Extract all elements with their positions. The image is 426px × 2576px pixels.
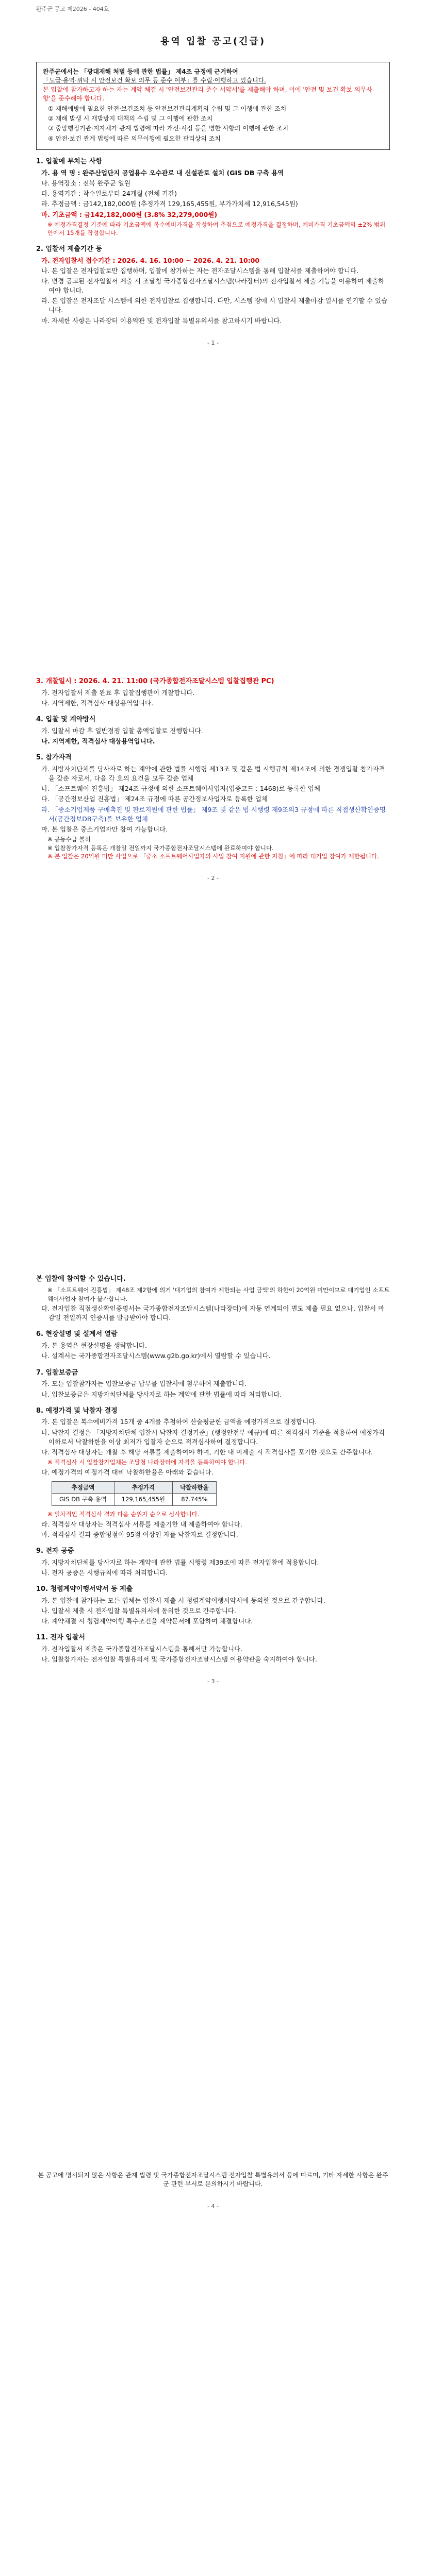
- list-item: 나. 용역장소 : 전북 완주군 일원: [41, 179, 130, 188]
- section-heading: 7. 입찰보증금: [36, 1368, 78, 1377]
- price-table: [52, 1481, 217, 1506]
- list-item: 마. 적격심사 결과 종합평점이 95점 이상인 자를 낙찰자로 결정합니다.: [41, 1530, 238, 1538]
- list-item: 마. 자세한 사항은 나라장터 이용약관 및 전자입찰 특별유의서를 참고하시기 바랍니다.: [41, 316, 282, 325]
- page-title: 용역 입찰 공고(긴급): [160, 36, 266, 47]
- list-item: 나. 지역제한, 적격심사 대상용역입니다.: [41, 699, 154, 707]
- note: ※ 적격심사 시 입찰참가업체는 조달청 나라장터에 자격을 등록하여야 합니다.: [47, 1458, 247, 1466]
- page-number: - 2 -: [207, 874, 219, 882]
- page-number: - 1 -: [207, 339, 219, 346]
- page-4: [0, 2164, 426, 2211]
- note: ※ 입찰참가자격 등록은 개찰일 전일까지 국가종합전자조달시스템에 완료하여야 합니다.: [47, 844, 274, 852]
- section-heading: 2. 입찰서 제출기간 등: [36, 245, 103, 253]
- section-heading: 4. 입찰 및 계약방식: [36, 716, 96, 724]
- section-heading: 1. 입찰에 부치는 사항: [36, 158, 103, 166]
- duty-item: ② 재해 발생 시 재발방지 대책의 수립 및 그 이행에 관한 조치: [48, 114, 213, 122]
- intro-line-1: 완주군에서는 「광대재해 처벌 등에 관한 법률」 제4조 규정에 근거하여: [43, 68, 238, 76]
- list-item: 가. 용 역 명 : 완주산업단지 공업용수 오수관로 내 신설관로 설치 (GIS DB 구축 용역: [41, 169, 284, 177]
- list-item: 다. 계약체결 시 청렴계약이행 특수조건을 계약문서에 포함하여 체결합니다.: [41, 1617, 253, 1625]
- list-item: 가. 지방자치단체를 당사자로 하는 계약에 관한 법률 시행령 제13조 및 같은 법 시행규칙 제14조에 의한 경쟁입찰 참가자격을 갖춘 자로서, 다음 각 호의 요건을 모두 갖춘 업체: [41, 765, 385, 783]
- intro-line-3: 본 입찰에 참가하고자 하는 자는 계약 체결 시 '안전보건관리 준수 서약서'를 제출해야 하며, 이에 '안전 및 보건 확보 의무사항'을 준수해야 합니다.: [43, 86, 372, 103]
- list-item: 나. 전자 공증은 시행규칙에 따라 처리합니다.: [41, 1569, 168, 1577]
- table-header-cell: 낙찰하한율: [173, 1481, 217, 1494]
- list-item: 가. 전자입찰서 제출 완료 후 입찰집행관이 개찰합니다.: [41, 688, 195, 697]
- page-number: - 4 -: [207, 2202, 219, 2210]
- list-item: 나. 입찰참가자는 전자입찰 특별유의서 및 국가종합전자조달시스템 이용약관을 숙지하여야 합니다.: [41, 1655, 317, 1664]
- note: ※ 예정가격결정 기준에 따라 기초금액에 복수예비가격을 작성하여 추첨으로 예정가격을 결정하며, 예비가격 기초금액의 ±2% 범위 안에서 15개를 작성합니다.: [47, 221, 386, 237]
- section-heading: 6. 현장설명 및 설계서 열람: [36, 1330, 118, 1338]
- table-header-cell: 추정금액: [52, 1481, 114, 1494]
- duty-item: ④ 안전·보건 관계 법령에 따른 의무이행에 필요한 관리상의 조치: [48, 134, 221, 142]
- section-heading: 8. 예정가격 및 낙찰자 결정: [36, 1406, 118, 1415]
- table-cell: GIS DB 구축 용역: [52, 1494, 114, 1506]
- list-item: 라. 본 입찰은 전자조달 시스템에 의한 전자입찰로 집행합니다. 다만, 시스템 장애 시 입찰서 제출마감 일시를 연기할 수 있습니다.: [41, 297, 388, 314]
- intro-line-2: 「도급·용역·위탁 시 안전보건 확보 의무 등 준수 여부」를 수립·이행하고 있습니다.: [43, 77, 266, 84]
- section-heading: 9. 전자 공증: [36, 1547, 74, 1555]
- list-item: 나. 「소프트웨어 진흥법」 제24조 규정에 의한 소프트웨어사업자(업종코드 : 1468)로 등록한 업체: [41, 785, 320, 793]
- note: ※ 본 입찰은 20억원 미만 사업으로 「중소 소프트웨어사업자의 사업 참여 지원에 관한 지침」에 따라 대기업 참여가 제한됩니다.: [47, 853, 379, 860]
- section-heading: 5. 참가자격: [36, 754, 72, 762]
- table-cell: 129,165,455원: [114, 1494, 172, 1506]
- page-number: - 3 -: [207, 1678, 219, 1685]
- list-item: 나. 낙찰자 결정은 「지방자치단체 입찰시 낙찰자 결정기준」(행정안전부 예규)에 따른 적격심사 기준을 적용하여 예정가격 이하로서 낙찰하한율 이상 최저가 입찰자 순으로 적격심사하여 결정합니다.: [41, 1428, 385, 1446]
- list-item: 가. 전자입찰서 접수기간 : 2026. 4. 16. 10:00 ~ 2026. 4. 21. 10:00: [41, 256, 260, 264]
- table-cell: 87.745%: [173, 1494, 217, 1506]
- table-header-cell: 추정가격: [114, 1481, 172, 1494]
- list-item: 마. 기초금액 : 금142,182,000원 (3.8% 32,279,000원): [41, 210, 218, 218]
- table-row: [52, 1494, 217, 1506]
- list-item: 나. 본 입찰은 전자입찰로만 집행하며, 입찰에 참가하는 자는 전자조달시스템을 통해 입찰서를 제출하여야 합니다.: [41, 266, 359, 275]
- list-item: 가. 지방자치단체를 당사자로 하는 계약에 관한 법률 시행령 제39조에 따른 전자입찰에 적용합니다.: [41, 1558, 319, 1566]
- duty-item: ③ 중앙행정기관·지자체가 관계 법령에 따라 개선·시정 등을 명한 사항의 이행에 관한 조치: [48, 125, 289, 132]
- list-item: 가. 본 용역은 현장설명을 생략합니다.: [41, 1342, 147, 1350]
- table-header-row: [52, 1481, 217, 1494]
- list-item: 다. 예정가격의 예정가격 대비 낙찰하한율은 아래와 같습니다.: [41, 1468, 214, 1476]
- note: ※ 「소프트웨어 진흥법」 제48조 제2항에 의거 '대기업의 참여가 제한되는 사업 금액'의 하한이 20억원 미만이므로 대기업인 소프트웨어사업자 참여가 불가합니다.: [47, 1286, 390, 1302]
- list-item: 다. 변경 공고된 전자입찰서 제출 시 조달청 국가종합전자조달시스템(나라장터)의 전자입찰서 제출 기능을 이용하여 제출하여야 합니다.: [41, 277, 385, 295]
- list-item: 가. 본 입찰에 참가하는 모든 업체는 입찰서 제출 시 청렴계약이행서약서에 동의한 것으로 간주합니다.: [41, 1596, 325, 1604]
- notice-line: 본 입찰에 참여할 수 있습니다.: [36, 1275, 126, 1283]
- page-3: [0, 1267, 426, 1686]
- list-item: 마. 본 입찰은 중소기업자만 참여 가능합니다.: [41, 825, 168, 833]
- intro-box: [36, 62, 390, 150]
- note: ※ 일차적인 적격심사 결과 다음 순위자 순으로 심사합니다.: [47, 1511, 200, 1518]
- note: ※ 공동수급 불허: [47, 835, 91, 843]
- list-item: 다. 전자입찰 직접생산확인증명서는 국가종합전자조달시스템(나라장터)에 자동 연계되어 별도 제출 필요 없으나, 입찰서 마감일 전일까지 인증서를 발급받아야 합니다.: [41, 1304, 385, 1322]
- list-item: 라. 추정금액 : 금142,182,000원 (추정가격 129,165,455원, 부가가치세 12,916,545원): [41, 200, 298, 208]
- list-item: 나. 입찰보증금은 지방자치단체를 당사자로 하는 계약에 관한 법률에 따라 처리합니다.: [41, 1390, 282, 1398]
- list-item: 다. 「공간정보산업 진흥법」 제24조 규정에 따른 공간정보사업자로 등록한 업체: [41, 795, 268, 803]
- list-item: 가. 본 입찰은 복수예비가격 15개 중 4개를 추첨하여 산술평균한 금액을 예정가격으로 결정합니다.: [41, 1418, 317, 1426]
- page-1: [0, 0, 426, 347]
- list-item: 라. 적격심사 대상자는 적격심사 서류를 제출기한 내 제출하여야 합니다.: [41, 1520, 242, 1528]
- document-number: 완주군 공고 제2026 - 404호: [36, 6, 109, 12]
- list-item: 다. 용역기간 : 착수일로부터 24개월 (전체 기간): [41, 190, 177, 198]
- opening-date: 3. 개찰일시 : 2026. 4. 21. 11:00 (국가종합전자조달시스템 입찰집행관 PC): [36, 677, 274, 685]
- duty-item: ① 재해예방에 필요한 안전·보건조치 등 안전보건관리계획의 수립 및 그 이행에 관한 조치: [48, 105, 287, 112]
- page-2: [0, 670, 426, 883]
- list-item: 가. 모든 입찰참가자는 입찰보증금 납부를 입찰서에 첨부하여 제출합니다.: [41, 1380, 247, 1388]
- list-item: 다. 적격심사 대상자는 개찰 후 해당 서류를 제출하여야 하며, 기한 내 미제출 시 적격심사를 포기한 것으로 간주합니다.: [41, 1448, 373, 1456]
- list-item: 나. 입찰서 제출 시 전자입찰 특별유의서에 동의한 것으로 간주합니다.: [41, 1607, 236, 1615]
- section-heading: 10. 청렴계약이행서약서 등 제출: [36, 1585, 133, 1594]
- closing-text: 본 공고에 명시되지 않은 사항은 관계 법령 및 국가종합전자조달시스템 전자입찰 특별유의서 등에 따르며, 기타 자세한 사항은 완주군 관련 부서로 문의하시기 바랍니다.: [38, 2172, 388, 2188]
- list-item: 나. 설계서는 국가종합전자조달시스템(www.g2b.go.kr)에서 열람할 수 있습니다.: [41, 1352, 271, 1360]
- list-item: 나. 지역제한, 적격심사 대상용역입니다.: [41, 737, 155, 745]
- list-item: 라. 「중소기업제품 구매촉진 및 판로지원에 관한 법률」 제9조 및 같은 법 시행령 제9조의3 규정에 따른 직접생산확인증명서(공간정보DB구축)를 보유한 업체: [41, 805, 386, 823]
- section-heading: 11. 전자 입찰서: [36, 1634, 85, 1642]
- list-item: 가. 전자입찰서 제출은 국가종합전자조달시스템을 통해서만 가능합니다.: [41, 1645, 243, 1653]
- list-item: 가. 입찰서 마감 후 일반경쟁 입찰 총액입찰로 진행합니다.: [41, 726, 203, 735]
